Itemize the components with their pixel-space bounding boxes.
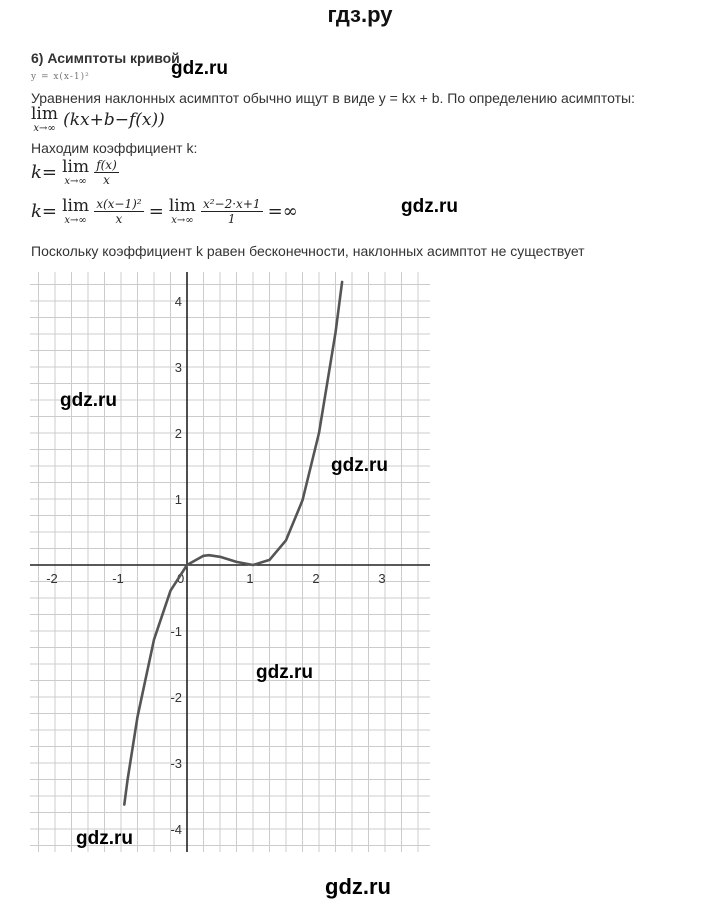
equals-sign: = — [148, 201, 164, 222]
function-formula: y = x(x-1)² — [31, 72, 90, 82]
y-tick-label: -2 — [170, 690, 182, 705]
lim-operator: lim — [62, 156, 90, 177]
x-tick-label: 2 — [312, 571, 320, 586]
section-heading: 6) Асимптоты кривой — [31, 50, 180, 66]
lim-subscript: x→∞ — [33, 123, 56, 134]
asymptote-definition-text: Уравнения наклонных асимптот обычно ищут в виде y = kx + b. По определению асимптоты: — [31, 90, 635, 106]
x-tick-label: 3 — [378, 571, 386, 586]
y-tick-label: 4 — [174, 294, 182, 309]
k-lhs: k= — [31, 162, 57, 183]
lim-operator: lim — [168, 195, 196, 216]
numerator: f(x) — [96, 158, 117, 172]
watermark: gdz.ru — [76, 828, 133, 849]
lim-subscript: x→∞ — [171, 214, 194, 226]
watermark: gdz.ru — [171, 58, 228, 79]
denominator: x — [103, 173, 110, 187]
conclusion-text: Поскольку коэффициент k равен бесконечности, наклонных асимптот не существует — [31, 243, 585, 259]
find-k-text: Находим коэффициент k: — [31, 140, 198, 156]
numerator: x(x−1)² — [96, 197, 142, 211]
x-tick-label: 0 — [177, 571, 185, 586]
k-lhs: k= — [31, 201, 57, 222]
watermark: gdz.ru — [60, 390, 117, 411]
lim-operator: lim — [62, 195, 90, 216]
y-tick-label: -3 — [170, 756, 182, 771]
x-tick-label: -1 — [112, 571, 124, 586]
y-tick-label: 1 — [174, 492, 182, 507]
result: =∞ — [267, 201, 298, 222]
numerator: x²−2·x+1 — [202, 197, 261, 211]
limit-expression: (kx+b−f(x)) — [63, 110, 165, 130]
curve-series — [124, 282, 342, 805]
x-tick-label: -2 — [46, 571, 58, 586]
watermark: gdz.ru — [256, 662, 313, 683]
denominator: 1 — [227, 212, 236, 226]
lim-operator: lim — [31, 104, 58, 124]
x-tick-label: 1 — [246, 571, 254, 586]
y-tick-label: 2 — [174, 426, 182, 441]
y-tick-label: -1 — [170, 624, 182, 639]
lim-subscript: x→∞ — [64, 214, 87, 226]
y-tick-label: -4 — [170, 822, 182, 837]
denominator: x — [115, 212, 123, 226]
watermark: gdz.ru — [325, 874, 391, 899]
watermark: gdz.ru — [331, 455, 388, 476]
y-tick-label: 3 — [174, 360, 182, 375]
watermark: gdz.ru — [401, 196, 458, 217]
site-title: гдз.ру — [327, 2, 393, 27]
lim-subscript: x→∞ — [64, 175, 87, 187]
